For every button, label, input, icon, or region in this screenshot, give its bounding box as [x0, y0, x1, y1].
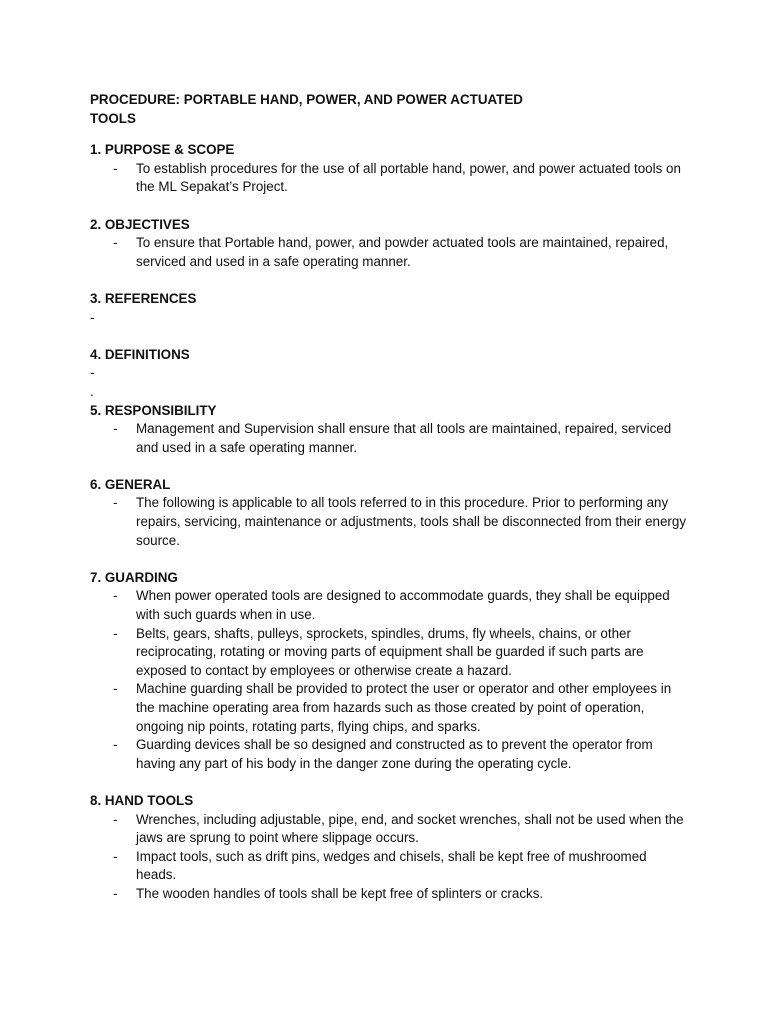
list-item: [90, 848, 690, 885]
bullet-dash: -: [113, 588, 118, 604]
section-guarding: [90, 569, 690, 774]
section-heading: 2. OBJECTIVES: [90, 216, 190, 232]
list-item-text: To establish procedures for the use of all portable hand, power, and power actuated tools on the ML Sepakat’s Project.: [136, 160, 681, 195]
bullet-list: [90, 811, 690, 904]
bullet-dash: -: [113, 681, 118, 697]
section-purpose-scope: [90, 141, 690, 197]
list-item-text: Machine guarding shall be provided to protect the user or operator and other employees in the machine operating area from hazards such as those created by point of operation, ongoing nip points, rotating parts, flying chips, and sparks.: [136, 681, 672, 734]
list-item-text: Belts, gears, shafts, pulleys, sprockets, spindles, drums, fly wheels, chains, or other reciprocating, rotating or moving parts of equipment shall be guarded if such parts are exposed to contact by employees or otherwise create a hazard.: [136, 625, 644, 678]
bullet-dash: -: [113, 495, 118, 511]
definitions-line: -: [90, 365, 95, 381]
bullet-list: [90, 234, 690, 271]
section-heading: 7. GUARDING: [90, 569, 178, 585]
section-heading: 8. HAND TOOLS: [90, 792, 194, 808]
list-item: [90, 680, 690, 736]
list-item: [90, 736, 690, 773]
list-item: [90, 420, 690, 457]
bullet-list: [90, 494, 690, 550]
title-line-1: PROCEDURE: PORTABLE HAND, POWER, AND POWER ACTUATED: [90, 92, 523, 107]
bullet-dash: -: [113, 235, 118, 251]
bullet-dash: -: [113, 848, 118, 864]
bullet-dash: -: [113, 160, 118, 176]
bullet-dash: -: [113, 625, 118, 641]
list-item-text: Wrenches, including adjustable, pipe, end, and socket wrenches, shall not be used when the jaws are sprung to point where slippage occurs.: [136, 811, 684, 846]
document-title: [90, 91, 690, 128]
bullet-dash: -: [113, 737, 118, 753]
list-item: [90, 625, 690, 681]
section-references: [90, 290, 690, 327]
document-page: [90, 91, 690, 904]
list-item-text: When power operated tools are designed to accommodate guards, they shall be equipped with such guards when in use.: [136, 588, 670, 623]
section-heading: 6. GENERAL: [90, 476, 171, 492]
definitions-line: .: [90, 383, 94, 399]
list-item: [90, 811, 690, 848]
bullet-dash: -: [113, 811, 118, 827]
section-general: [90, 476, 690, 550]
section-heading: 3. REFERENCES: [90, 290, 197, 306]
list-item-text: Management and Supervision shall ensure that all tools are maintained, repaired, serviced and used in a safe operating manner.: [136, 421, 672, 455]
section-objectives: [90, 216, 690, 272]
section-hand-tools: [90, 792, 690, 904]
bullet-list: [90, 420, 690, 457]
list-item: [90, 494, 690, 550]
list-item: [90, 234, 690, 271]
section-heading: 4. DEFINITIONS: [90, 346, 190, 362]
section-heading: 1. PURPOSE & SCOPE: [90, 142, 235, 158]
references-line: -: [90, 309, 95, 325]
section-definitions: [90, 346, 690, 402]
list-item-text: To ensure that Portable hand, power, and powder actuated tools are maintained, repaired, serviced and used in a safe operating manner.: [136, 235, 669, 269]
list-item: [90, 160, 690, 197]
bullet-list: [90, 160, 690, 197]
bullet-dash: -: [113, 885, 118, 901]
list-item-text: Impact tools, such as drift pins, wedges and chisels, shall be kept free of mushroomed heads.: [136, 848, 647, 883]
bullet-dash: -: [113, 421, 118, 437]
section-heading: 5. RESPONSIBILITY: [90, 402, 217, 418]
list-item-text: The wooden handles of tools shall be kept free of splinters or cracks.: [136, 885, 544, 901]
list-item: [90, 885, 690, 904]
title-line-2: TOOLS: [90, 110, 136, 126]
list-item: [90, 587, 690, 624]
bullet-list: [90, 587, 690, 773]
list-item-text: Guarding devices shall be so designed and constructed as to prevent the operator from having any part of his body in the danger zone during the operating cycle.: [136, 737, 653, 771]
list-item-text: The following is applicable to all tools referred to in this procedure. Prior to performing any repairs, servicing, maintenance or adjustments, tools shall be disconnected from their energy source.: [136, 495, 687, 548]
section-responsibility: [90, 402, 690, 458]
